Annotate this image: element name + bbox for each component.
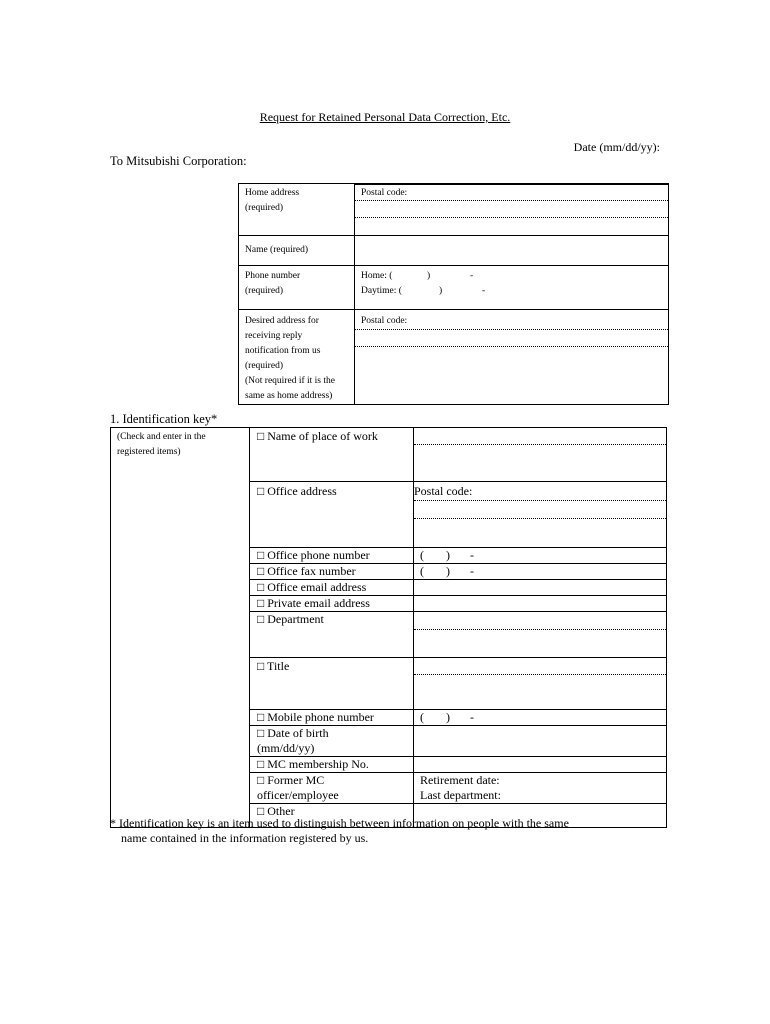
form-title: Request for Retained Personal Data Correction, Etc. (259, 110, 511, 124)
checkbox-other[interactable]: □ Other (250, 804, 414, 828)
former-mc-field[interactable] (414, 773, 667, 804)
name-label: Name (required) (239, 236, 355, 266)
footnote: * Identification key is an item used to distinguish between information on people with the same name contained in the information registered by us. (110, 816, 569, 845)
retirement-date-label: Retirement date: (420, 773, 500, 787)
last-department-label: Last department: (420, 788, 501, 802)
identification-instruction: (Check and enter in the registered items) (111, 428, 250, 828)
office-address-field[interactable] (414, 482, 667, 548)
title-field[interactable] (414, 658, 667, 710)
reply-address-field[interactable] (355, 310, 669, 405)
checkbox-department[interactable]: □ Department (250, 612, 414, 658)
checkbox-mc-membership[interactable]: □ MC membership No. (250, 757, 414, 773)
checkbox-office-address[interactable]: □ Office address (250, 482, 414, 548)
reply-address-line-1[interactable] (355, 330, 668, 347)
mobile-field[interactable]: ( ) - (414, 710, 667, 726)
office-email-field[interactable] (414, 580, 667, 596)
checkbox-private-email[interactable]: □ Private email address (250, 596, 414, 612)
addressee: To Mitsubishi Corporation: (110, 154, 247, 168)
identification-heading: 1. Identification key* (110, 412, 218, 426)
name-field[interactable] (355, 236, 669, 266)
private-email-field[interactable] (414, 596, 667, 612)
office-phone-field[interactable]: ( ) - (414, 548, 667, 564)
home-address-field[interactable] (355, 184, 669, 236)
home-postal-code-line[interactable]: Postal code: (355, 184, 668, 201)
home-address-line-2[interactable] (355, 218, 668, 235)
checkbox-former-mc[interactable]: □ Former MC officer/employee (250, 773, 414, 804)
phone-label: Phone number (required) (239, 266, 355, 310)
daytime-phone-line[interactable]: Daytime: ( ) - (361, 286, 486, 296)
department-field[interactable] (414, 612, 667, 658)
applicant-table (238, 183, 669, 405)
home-phone-line[interactable]: Home: ( ) - (361, 271, 474, 281)
checkbox-mobile[interactable]: □ Mobile phone number (250, 710, 414, 726)
office-postal-code-line[interactable]: Postal code: (414, 482, 666, 501)
checkbox-workplace[interactable]: □ Name of place of work (250, 428, 414, 482)
date-of-birth-field[interactable] (414, 726, 667, 757)
date-label: Date (mm/dd/yy): (573, 140, 660, 154)
checkbox-date-of-birth[interactable]: □ Date of birth (mm/dd/yy) (250, 726, 414, 757)
office-address-line[interactable] (414, 501, 666, 519)
identification-table (110, 427, 667, 828)
checkbox-office-fax[interactable]: □ Office fax number (250, 564, 414, 580)
home-address-line-1[interactable] (355, 201, 668, 218)
checkbox-office-phone[interactable]: □ Office phone number (250, 548, 414, 564)
workplace-field[interactable] (414, 428, 667, 482)
home-address-label: Home address (required) (239, 184, 355, 236)
phone-field[interactable] (355, 266, 669, 310)
reply-postal-code-line[interactable]: Postal code: (355, 313, 668, 330)
office-fax-field[interactable]: ( ) - (414, 564, 667, 580)
checkbox-office-email[interactable]: □ Office email address (250, 580, 414, 596)
reply-address-label: Desired address for receiving reply notification from us (required) (Not required if it is the same as home address) (239, 310, 355, 405)
checkbox-title[interactable]: □ Title (250, 658, 414, 710)
mc-membership-field[interactable] (414, 757, 667, 773)
